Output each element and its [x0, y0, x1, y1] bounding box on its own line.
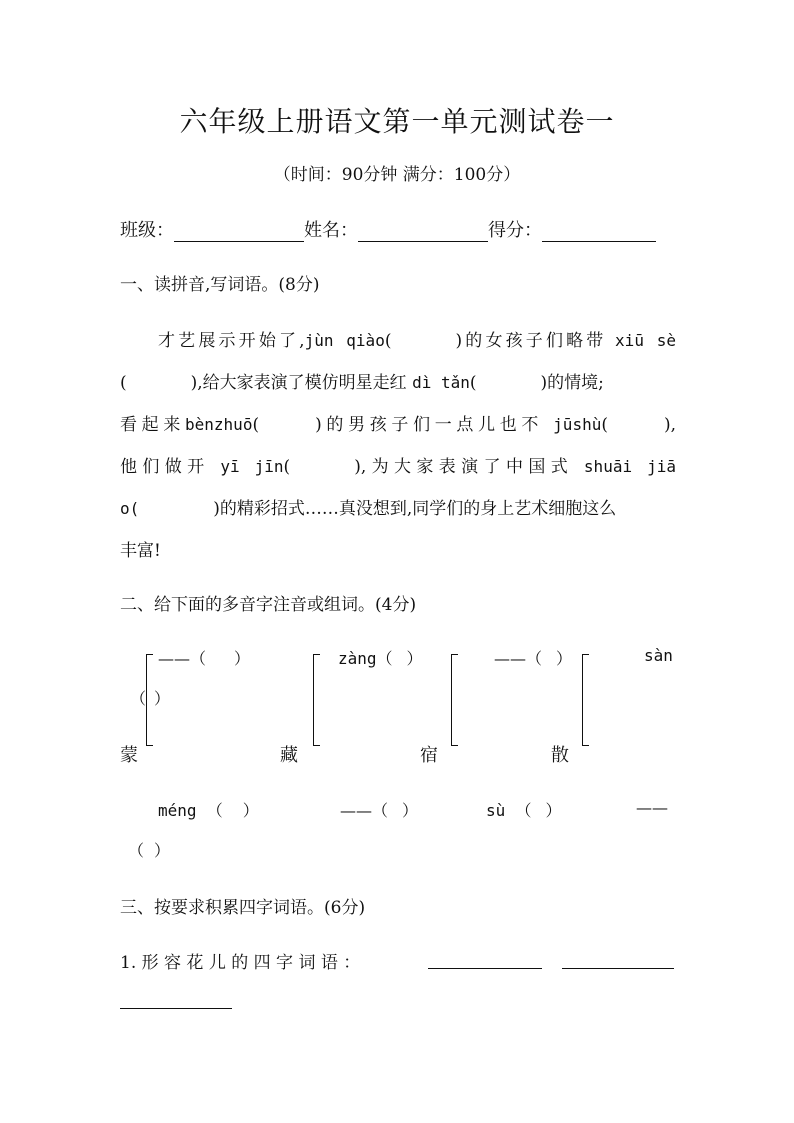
text: 的女孩子们略带	[462, 331, 607, 351]
pinyin: sù	[486, 801, 506, 820]
pinyin: jūshù	[553, 415, 602, 434]
char-san: 散	[551, 745, 569, 766]
poly-row2-item1	[158, 798, 259, 821]
paren-open: (	[283, 457, 291, 477]
paren-open: (	[601, 415, 608, 435]
paren-open: （	[206, 801, 223, 820]
char-cang: 藏	[280, 745, 298, 766]
section2-heading: 二、给下面的多音字注音或组词。(4分)	[120, 595, 417, 615]
pinyin: jùn qiào	[304, 331, 385, 350]
para-line-6	[120, 536, 161, 561]
item1-text: 1. 形 容 花 儿 的 四 字 词 语 ：	[120, 953, 361, 973]
dash-paren: ——（	[158, 649, 207, 668]
exam-time-score: （时间：90分钟 满分：100分）	[273, 165, 521, 185]
poly-row2-item3	[486, 798, 561, 821]
poly-row1-item1	[158, 646, 250, 669]
answer-line-3[interactable]	[120, 988, 232, 1009]
student-info-row	[120, 216, 656, 242]
text: ,给大家表演了模仿明星走红	[197, 373, 407, 393]
paren-close: )	[455, 331, 463, 351]
poly-row2b	[128, 838, 170, 861]
paren-open: （	[130, 689, 147, 708]
dash-paren: ——（	[340, 801, 389, 820]
answer-line-1[interactable]	[428, 948, 542, 969]
paren-open: （	[128, 841, 145, 860]
text: ,为大家表演了中国式	[360, 457, 574, 477]
paren-close: )	[540, 373, 548, 393]
para-line-4	[120, 452, 676, 477]
pinyin: bènzhuō	[185, 415, 253, 434]
pinyin: shuāi jiā	[583, 457, 677, 476]
paren-close: ）	[242, 801, 259, 820]
class-blank[interactable]	[174, 221, 304, 242]
text: 看起来	[120, 415, 186, 435]
para-line-2	[120, 368, 604, 393]
paren-close: ）	[406, 649, 423, 668]
pinyin: zàng（	[338, 649, 393, 668]
paren-close: ）	[402, 801, 419, 820]
paren-open: (	[120, 373, 127, 393]
paren-open: （	[515, 801, 532, 820]
paren-close: ）	[545, 801, 562, 820]
answer-line-2[interactable]	[562, 948, 674, 969]
bracket-su	[451, 654, 458, 746]
class-label: 班级：	[120, 220, 174, 241]
paren-open: (	[252, 415, 260, 435]
paren-close: ）	[234, 649, 251, 668]
text: 的男孩子们一点儿也不	[321, 415, 544, 435]
bracket-cang	[313, 654, 320, 746]
pinyin: o(	[120, 499, 140, 518]
text: 的情境;	[547, 373, 604, 393]
paren-open: (	[384, 331, 392, 351]
paren-close: ）	[154, 689, 171, 708]
paren-open: (	[469, 373, 477, 393]
text: 丰富!	[120, 541, 161, 561]
pinyin: dì tǎn	[412, 373, 470, 392]
para-line-3	[120, 410, 676, 435]
paren-close: )	[315, 415, 322, 435]
char-meng: 蒙	[120, 745, 138, 766]
pinyin: méng	[158, 801, 197, 820]
paren-close: ）	[556, 649, 573, 668]
page-title: 六年级上册语文第一单元测试卷一	[179, 105, 615, 138]
paren-close: ),	[663, 415, 677, 435]
para-line-1	[120, 326, 676, 351]
text: 他们做开	[120, 457, 210, 477]
pinyin-san: sàn	[644, 646, 673, 665]
name-blank[interactable]	[358, 221, 488, 242]
paren-close: )	[190, 373, 198, 393]
score-label: 得分：	[488, 220, 542, 241]
pinyin: yī jīn	[220, 457, 284, 476]
section3-heading: 三、按要求积累四字词语。(6分)	[120, 898, 366, 918]
poly-row1b	[130, 686, 170, 709]
para-line-5	[120, 494, 616, 519]
poly-row1-item2	[338, 646, 423, 669]
paren-close: ）	[154, 841, 171, 860]
score-blank[interactable]	[542, 221, 656, 242]
text: 的精彩招式……真没想到,同学们的身上艺术细胞这么	[219, 499, 617, 519]
bracket-san	[582, 654, 589, 746]
poly-row2-dash: ——	[636, 798, 668, 817]
poly-row1-item3	[494, 646, 572, 669]
section3-item1	[120, 948, 676, 973]
pinyin: xiū sè	[615, 331, 677, 350]
text: 才艺展示开始了,	[158, 331, 305, 351]
poly-row2-item2	[340, 798, 418, 821]
name-label: 姓名：	[304, 220, 358, 241]
char-su: 宿	[420, 745, 438, 766]
paren-close: )	[213, 499, 220, 519]
paren-close: )	[354, 457, 361, 477]
section1-paragraph	[120, 318, 677, 561]
dash-paren: ——（	[494, 649, 543, 668]
section1-heading: 一、读拼音,写词语。(8分)	[120, 275, 320, 295]
